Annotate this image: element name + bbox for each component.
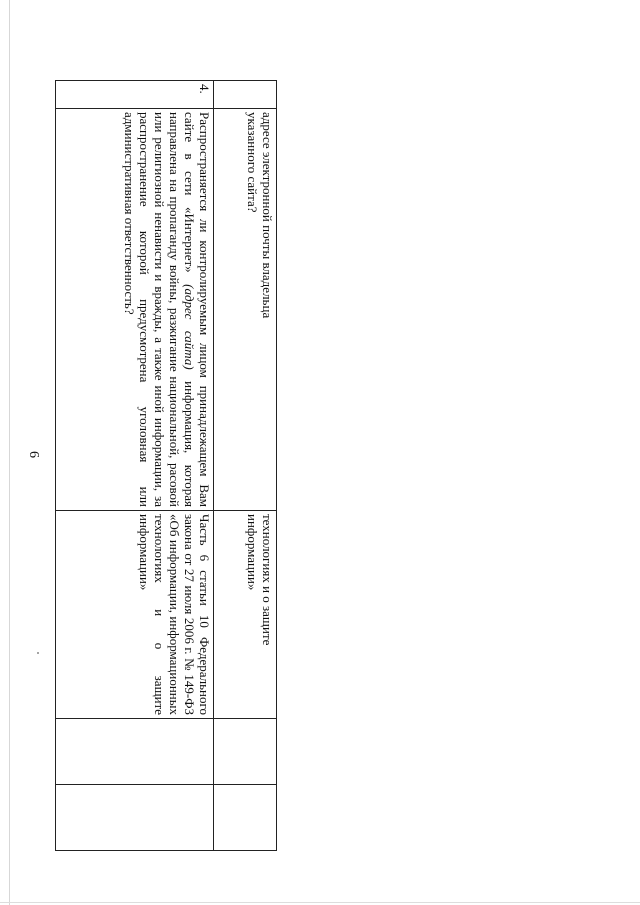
note-cell [214,785,277,851]
table-row-4 [56,81,214,851]
note-cell [56,785,214,851]
law-cell [214,511,277,719]
question-line: адресе электронной почты владельца [260,112,275,319]
question-text: Распространяется ли контролируемым лицом принадлежащем Вам сайте в сети «Интернет» [182,112,212,507]
scan-edge-bottom [0,902,640,903]
page-number: 6 [26,451,41,458]
rotated-table-wrapper [57,80,277,850]
law-line: технологиях и о защите [260,514,275,646]
question-line: указанного сайта? [245,112,260,213]
answer-cell [56,719,214,785]
question-italic-text: (адрес сайта) [182,284,197,370]
answer-cell [214,719,277,785]
law-line: информации» [245,514,260,591]
table-row-continued [214,81,277,851]
question-cell [214,109,277,511]
scan-edge-left [9,0,10,905]
question-text: информация, которая направлена на пропаганду войны, разжигание национальной, расовой или религиозной ненависти и вражды, а также иной информации, за распространение которой предусмотрена уголовная или административная ответственность? [122,112,197,507]
scan-speck [37,652,39,654]
row-number-cell [214,81,277,109]
row-number-cell: 4. [56,81,214,109]
question-cell [56,109,214,511]
law-cell: Часть 6 статьи 10 Федерального закона от 27 июля 2006 г. № 149-ФЗ «Об информации, информационных технологиях и о защите информации» [56,511,214,719]
questions-table [55,80,277,851]
